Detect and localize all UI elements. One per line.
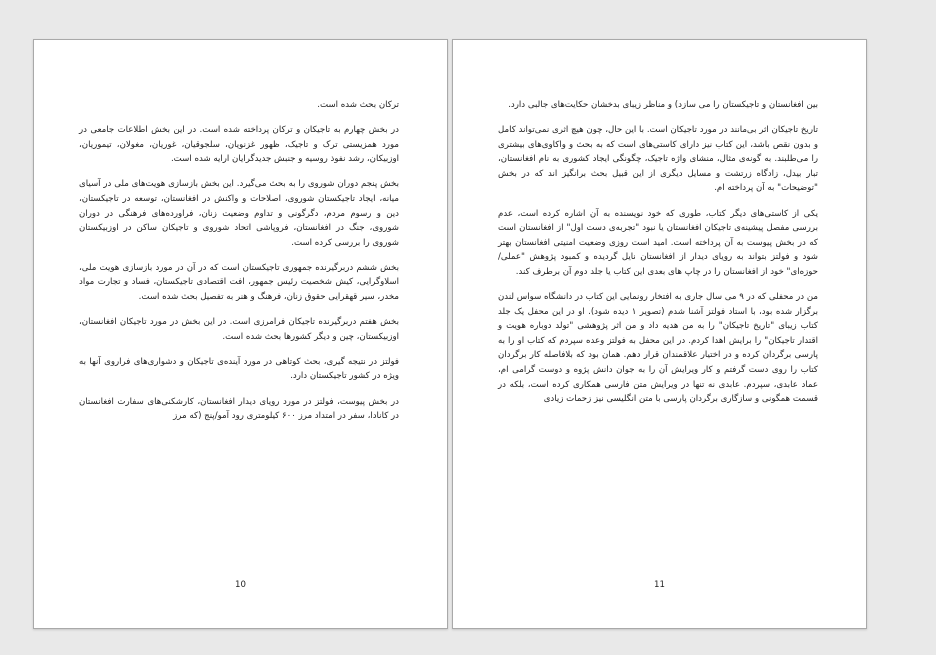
paragraph: من در محفلی که در ۹ می سال جاری به افتخار رونمایی این کتاب در دانشگاه سواس لندن برگزار شده بود، با استاد فولتز آشنا شدم (تصویر ۱ دیده شود). او در این محفل یک جلد کتاب زیبای "تاریخ تاجیکان" را به من هدیه داد و من اثر پژوهشی "تولد دوباره هویت و اقتدار تاجیکان" را برایش اهدا کردم. در این محفل به فولتز وعده سپردم که کتاب او را به پارسی برگردان کرده و در اختیار علاقمندان قرار دهم. همان بود که بلافاصله کار برگردان کتاب را روی دست گرفتم و کار ویرایش آن را به جوان دانش پژوه و دوست گرامی ام، عماد عابدی، سپردم. عابدی نه تنها در ویرایش متن فارسی همکاری کرده است، بلکه در قسمت همگونی و سازگاری برگردان پارسی با متن انگلیسی نیز زحمات زیادی bbox=[498, 292, 818, 405]
paragraph: تاریخ تاجیکان اثر بی‌مانند در مورد تاجیکان است. با این حال، چون هیچ اثری نمی‌تواند کامل و بدون نقص باشد، این کتاب نیز دارای کاستی‌های است که به بحث و واکاوی‌های بیشتری را می‌طلبند. به گونه‌ی مثال، منشای واژه تاجیک، چگونگی ایجاد کشوری به نام افغانستان، تبار بیدل، زادگاه زرتشت و مسایل دیگری از این قبیل بحث برانگیز اند که در بخش "توضیحات" به آن پرداخته ام. bbox=[498, 125, 818, 194]
paragraph: بخش پنجم دوران شوروی را به بحث می‌گیرد. این بخش بازسازی هویت‌های ملی در آسیای میانه، ایجاد تاجیکستان شوروی، اصلاحات و واکنش در افغانستان، توسعه در تاجیکستان، دین و رسوم مردم، دگرگونی و تداوم وضعیت زنان، فراورده‌های فرهنگی در دوران شوروی، جنگ در افغانستان، فروپاشی اتحاد شوروی و تاجیکان ساکن در اوزبیکستان شوروی را بررسی کرده است. bbox=[79, 179, 399, 248]
paragraph: ترکان بحث شده است. bbox=[317, 100, 399, 110]
paragraph: بخش ششم دربرگیرنده جمهوری تاجیکستان است که در آن در مورد بازسازی هویت ملی، اسلاوگرایی، کیش شخصیت رئیس جمهور، افت اقتصادی تاجیکستان، فساد و تجارت مواد مخدر، سیر قهقرایی حقوق زنان، فرهنگ و هنر به تفصیل بحث شده است. bbox=[79, 262, 399, 303]
page-number: 10 bbox=[235, 580, 246, 590]
page-number: 11 bbox=[654, 580, 665, 590]
page-body-text bbox=[498, 98, 818, 417]
document-page-right bbox=[452, 39, 867, 629]
paragraph: فولتز در نتیجه گیری، بحث کوتاهی در مورد آینده‌ی تاجیکان و دشواری‌های فراروی آنها به ویژه در کشور تاجیکستان دارد. bbox=[79, 356, 399, 382]
page-body-text bbox=[79, 98, 399, 434]
paragraph: بخش هفتم دربرگیرنده تاجیکان فرامرزی است. در این بخش در مورد تاجیکان افغانستان، اوزبیکستان، چین و دیگر کشورها بحث شده است. bbox=[79, 317, 399, 342]
paragraph: یکی از کاستی‌های دیگر کتاب، طوری که خود نویسنده به آن اشاره کرده است، عدم بررسی مفصل پیشینه‌ی تاجیکان افغانستان یا نبود "تجربه‌ی دست اول" از افغانستان است که در بخش پیوست به آن پرداخته است. امید است روزی وضعیت امنیتی افغانستان بهتر شود و فولتز بتواند به رویای دیدار از افغانستان نایل گردیده و کمبود پژوهش "عملی/حوزه‌ای" خود از افغانستان را در چاپ های بعدی این کتاب یا جلد دوم آن برطرف کند. bbox=[498, 208, 818, 277]
paragraph: در بخش چهارم به تاجیکان و ترکان پرداخته شده است. در این بخش اطلاعات جامعی در مورد همزیستی ترک و تاجیک، ظهور غزنویان، سلجوقیان، غوریان، مغولان، تیموریان، اوزبیکان، رشد نفوذ روسیه و جنبش جدیدگرایان ارایه شده است. bbox=[79, 125, 399, 165]
paragraph: در بخش پیوست، فولتز در مورد رویای دیدار افغانستان، کارشکنی‌های سفارت افغانستان در کانادا، سفر در امتداد مرز ۶۰۰ کیلومتری رود آمو/پنج (که مرز bbox=[79, 396, 399, 422]
paragraph: بین افغانستان و تاجیکستان را می سازد) و مناظر زیبای بدخشان حکایت‌های جالبی دارد. bbox=[508, 100, 818, 110]
document-page-left bbox=[33, 39, 448, 629]
